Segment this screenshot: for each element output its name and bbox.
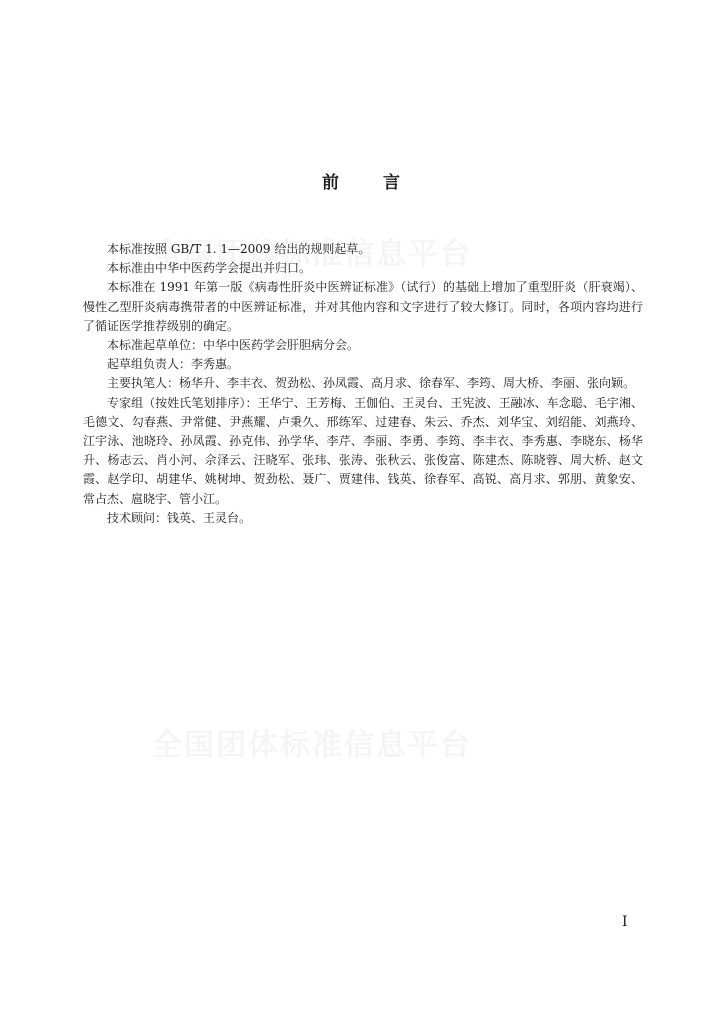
paragraph-expert-group: 专家组（按姓氏笔划排序）：王华宁、王芳梅、王伽伯、王灵台、王宪波、王融冰、车念聪、毛宇湘、毛德文、勾春燕、尹常健、尹燕耀、卢秉久、邢练军、过建春、朱云、乔杰、刘华宝、刘绍能、刘燕玲、江宇泳、池晓玲、孙凤霞、孙克伟、孙学华、李芹、李丽、李勇、李筠、李丰衣、李秀惠、李晓东、杨华升、杨志云、肖小河、佘泽云、汪晓军、张玮、张涛、张秋云、张俊富、陈建杰、陈晓蓉、周大桥、赵文霞、赵学印、胡建华、姚树坤、贺劲松、聂广、贾建伟、钱英、徐春军、高锐、高月求、郭朋、黄象安、常占杰、扈晓宇、管小江。 bbox=[83, 395, 643, 506]
watermark bbox=[152, 720, 532, 764]
paragraph-group-leader: 起草组负责人：李秀惠。 bbox=[107, 357, 240, 372]
paragraph-drafting-unit: 本标准起草单位：中华中医药学会肝胆病分会。 bbox=[107, 338, 360, 353]
page-title bbox=[0, 168, 724, 193]
paragraph-technical-advisors: 技术顾问：钱英、王灵台。 bbox=[107, 510, 252, 525]
preface-body bbox=[83, 240, 643, 528]
paragraph-proposer: 本标准由中华中医药学会提出并归口。 bbox=[107, 261, 312, 276]
title-char-2: 言 bbox=[383, 173, 402, 193]
paragraph-main-authors: 主要执笔人：杨华升、李丰衣、贺劲松、孙凤霞、高月求、徐春军、李筠、周大桥、李丽、张向颖。 bbox=[107, 376, 636, 391]
paragraph-drafting-rules: 本标准按照 GB/T 1. 1—2009 给出的规则起草。 bbox=[107, 242, 371, 256]
title-char-1: 前 bbox=[322, 173, 341, 193]
page-number: I bbox=[622, 914, 628, 930]
paragraph-revision: 本标准在 1991 年第一版《病毒性肝炎中医辨证标准》（试行）的基础上增加了重型肝炎（肝衰竭）、慢性乙型肝炎病毒携带者的中医辨证标准，并对其他内容和文字进行了较大修订。同时，各项内容均进行了循证医学推荐级别的确定。 bbox=[83, 280, 643, 333]
